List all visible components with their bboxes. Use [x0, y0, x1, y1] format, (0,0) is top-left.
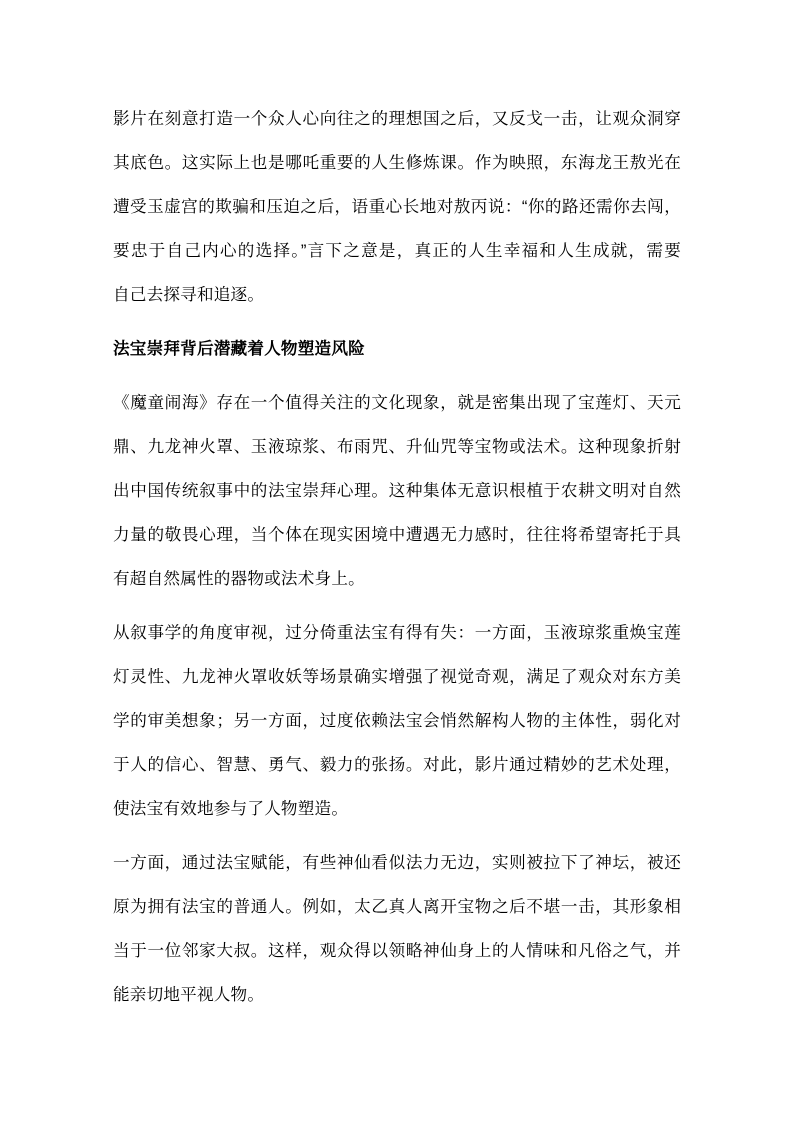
text-line: 鼎、九龙神火罩、玉液琼浆、布雨咒、升仙咒等宝物或法术。这种现象折射 [113, 437, 681, 456]
text-line: 灯灵性、九龙神火罩收妖等场景确实增强了视觉奇观，满足了观众对东方美 [113, 667, 681, 686]
text-line: 使法宝有效地参与了人物塑造。 [113, 799, 349, 818]
text-line: 有超自然属性的器物或法术身上。 [113, 569, 365, 588]
text-line: 一方面，通过法宝赋能，有些神仙看似法力无边，实则被拉下了神坛，被还 [113, 853, 681, 872]
paragraph-1 [113, 97, 681, 317]
text-line: 出中国传统叙事中的法宝崇拜心理。这种集体无意识根植于农耕文明对自然 [113, 481, 681, 500]
text-line: 要忠于自己内心的选择。”言下之意是，真正的人生幸福和人生成就，需要 [113, 241, 681, 260]
text-line: 于人的信心、智慧、勇气、毅力的张扬。对此，影片通过精妙的艺术处理， [113, 755, 681, 774]
paragraph-4 [113, 841, 681, 1017]
text-line: 学的审美想象；另一方面，过度依赖法宝会悄然解构人物的主体性，弱化对 [113, 711, 681, 730]
section-heading [113, 327, 681, 371]
document-body [113, 97, 681, 1017]
text-line: 原为拥有法宝的普通人。例如，太乙真人离开宝物之后不堪一击，其形象相 [113, 897, 681, 916]
paragraph-3 [113, 611, 681, 831]
text-line: 遭受玉虚宫的欺骗和压迫之后，语重心长地对敖丙说：“你的路还需你去闯， [113, 197, 681, 216]
text-line: 力量的敬畏心理，当个体在现实困境中遭遇无力感时，往往将希望寄托于具 [113, 525, 681, 544]
text-line: 《魔童闹海》存在一个值得关注的文化现象，就是密集出现了宝莲灯、天元 [113, 393, 681, 412]
paragraph-2 [113, 381, 681, 601]
text-line: 其底色。这实际上也是哪吒重要的人生修炼课。作为映照，东海龙王敖光在 [113, 153, 681, 172]
text-line: 能亲切地平视人物。 [113, 985, 265, 1004]
text-line: 当于一位邻家大叔。这样，观众得以领略神仙身上的人情味和凡俗之气，并 [113, 941, 681, 960]
text-line: 影片在刻意打造一个众人心向往之的理想国之后，又反戈一击，让观众洞穿 [113, 109, 681, 128]
text-line: 自己去探寻和追逐。 [113, 285, 265, 304]
text-line: 从叙事学的角度审视，过分倚重法宝有得有失：一方面，玉液琼浆重焕宝莲 [113, 623, 681, 642]
text-line: 法宝崇拜背后潜藏着人物塑造风险 [113, 339, 365, 358]
